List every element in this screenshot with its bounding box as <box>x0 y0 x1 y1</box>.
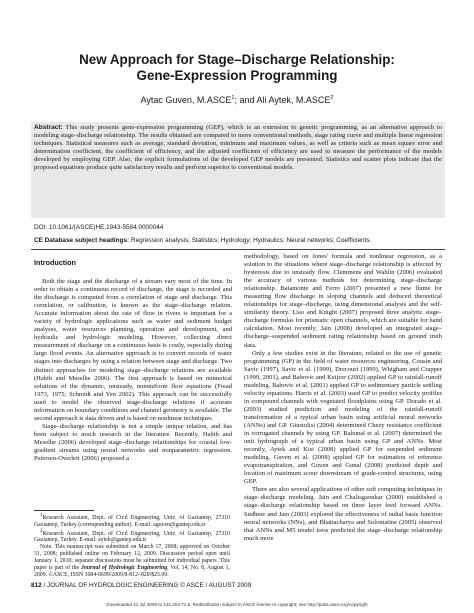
paper-title <box>0 52 474 84</box>
doi: DOI: 10.1061/(ASCE)HE.1943-5584.0000044 <box>34 224 164 231</box>
subject-headings-label: CE Database subject headings: <box>34 237 130 244</box>
author-line <box>0 95 474 105</box>
left-paragraph-2: Stage–discharge relationship is not a simple unique relation, and has been subject to much research in the literature. Recently, Habib and Meselhe (2006) developed stage–discharge relationships for coastal low-gradient streams using neural networks and nonparametric regression. Petersen-Overleir (2006) proposed a <box>34 422 232 463</box>
subject-headings <box>34 237 444 244</box>
footnotes <box>34 513 230 578</box>
footnote-divider <box>34 510 94 511</box>
section-divider <box>31 249 445 250</box>
journal-footer: / JOURNAL OF HYDROLOGIC ENGINEERING © ASCE / AUGUST 2009 <box>41 582 252 589</box>
right-column <box>244 253 442 543</box>
right-paragraph-3: There are also several applications of other soft computing techniques in stage–discharge modeling. Jain and Chalisgaonkar (2000) established a stage–discharge relationship based on three layer feed forward ANNs. Sudheer and Jain (2003) explored the effectiveness of radial basis function neural networks (NNs), and Bhattacharya and Solomatine (2005) observed that ANNs and M5 model tress predicted the stage–discharge relationship much more <box>244 486 442 542</box>
title-line-1: New Approach for Stage–Discharge Relationship: <box>79 52 395 67</box>
footnote-2: $^2$Research Assistant, Dept. of Civil Engineering, Univ. of Gaziantep, 27310 Gaziantep, Turkey. E-mail: aytek@gantep.edu.tr <box>34 528 230 544</box>
left-column <box>34 278 232 463</box>
author-1-sup: 1 <box>231 95 235 101</box>
abstract-label: Abstract: <box>34 124 63 131</box>
subject-headings-text: Regression analysis; Statistics; Hydrology; Hydraulics; Neural networks; Coefficients. <box>130 237 372 244</box>
abstract-text: This study presents gene-expression programming (GEP), which is an extension to genetic programming, as an alternative approach to modeling stage–discharge relationship. The results obtained are compared to more conventional methods, stage rating curve and multiple linear regression techniques. Statistical measures such as average, standard deviation, minimum and maximum values, as well as criteria such as mean square error and determination coefficient, the coefficient of efficiency, and the adjusted coefficient of efficiency are used to measure the performance of the models developed by employing GEP. Also, the explicit formulations of the developed GEP models are presented. Statistics and scatter plots indicate that the proposed equations produce quite satisfactory results and perform superior to conventional models. <box>34 124 442 172</box>
footnote-1: $^1$Research Assistant, Dept. of Civil Engineering, Univ. of Gaziantep, 27310 Gaziantep, Turkey (corresponding author). E-mail: aguven@gantep.edu.tr <box>34 513 230 528</box>
abstract <box>34 124 442 172</box>
left-paragraph-1: Both the stage and the discharge of a stream vary most of the time. In order to obtain a continuous record of discharge, the stage is recorded and the discharge is computed from a correlation of stage and discharge. This correlation, or calibration, is known as the stage–discharge relation. Accurate information about the rate of flow in rivers is important for a variety of hydrologic applications such as water and sediment budget analyses, water resources planning, operation and development, and hydraulic and hydrologic modeling. However, collecting direct measurement of discharge on a continuous basis is costly, especially during large flood events. An alternative approach is to convert records of water stages into discharges by using a relation between stage and discharge. Two distinct approaches for modeling stage–discharge relations are available (Habib and Meselhe 2006). The first approach is based on numerical solutions of the dynamic, unsteady, nonuniform flow equations (Fread 1973, 1975; Schmidt and Yen 2002). This approach can be successfully used to model the observed stage-discharge relations if accurate information on boundary conditions and channel geometry is available. The second approach is data driven and is based on nonlinear techniques. <box>34 278 232 422</box>
page-number: 812 <box>31 582 42 589</box>
right-paragraph-1: methodology, based on Jones' formula and nonlinear regression, as a solution to the situations where stage–discharge relationship is affected by hysteresis due to unsteady flow. Clemmens and Wahlin (2006) evaluated the accuracy of various methods for determining stage–discharge relationship. Baiamonte and Ferro (2007) presented a new flume for measuring flow discharge in sloping channels and deduced theoretical relationships for stage–discharge, using dimensional analysis and the self-similarity theory. Liao and Knight (2007) proposed three analytic stage–discharge formulas for prismatic open channels, which are suitable for hand calculation. Most recently, Jain (2008) developed an integrated stage–discharge–suspended sediment rating relationship based on ground truth data. <box>244 253 442 349</box>
author-2-sup: 2 <box>330 95 334 101</box>
author-1: Aytac Guven, M.ASCE <box>140 95 232 105</box>
footnote-note: Note. This manuscript was submitted on March 17, 2008; approved on October 31, 2008; published online on February 12, 2009. Discussion period open until January 1, 2010; separate discussions must be submitted for individual papers. This paper is part of the Journal of Hydrologic Engineering, Vol. 14, No. 8, August 1, 2009. ©ASCE, ISSN 1084-0699/2009/8-812–820/$25.00. <box>34 544 231 578</box>
right-paragraph-2: Only a few studies exist in the literature, related to the use of genetic programming (GP) in the field of water resources engineering. Cousin and Savic (1997), Savic et al. (1999), Drecourt (1999), Whigham and Crapper (1999, 2001), and Babovic and Keijzer (2002) applied GP to rainfall-runoff modeling. Babovic et al. (2001) applied GP to sedimentary particle settling velocity equations. Harris et al. (2003) used GP to predict velocity profiles in compound channels with vegetated floodplains using GP. Dorado et al. (2003) studied prediction and modeling of the rainfall-runoff transformation of a typical urban basin using artificial neural networks (ANNs) and GP. Giustolisi (2004) determined Chezy resistance coefficient in corrugated channels by using GP. Rabunal et al. (2007) determined the unit hydrograph of a typical urban basin using GP and ANNs. Most recently, Aytek and Kisi (2008) applied GP for suspended sediment modeling. Guven et al. (2008) applied GP for estimation of reference evapotranspiration, and Guven and Gunal (2008) predicted depth and location of maximum scour downstream of grade-control structures, using GEP. <box>244 349 442 486</box>
author-2: ; and Ali Aytek, M.ASCE <box>234 95 331 105</box>
intro-heading: Introduction <box>34 258 76 267</box>
title-line-2: Gene-Expression Programming <box>136 68 338 83</box>
download-note: Downloaded 21 Jul 2009 to 131.204.71.6. Redistribution subject to ASCE license or copyright; see http://pubs.asce.org/copyright <box>106 602 368 607</box>
page-footer <box>31 582 251 589</box>
